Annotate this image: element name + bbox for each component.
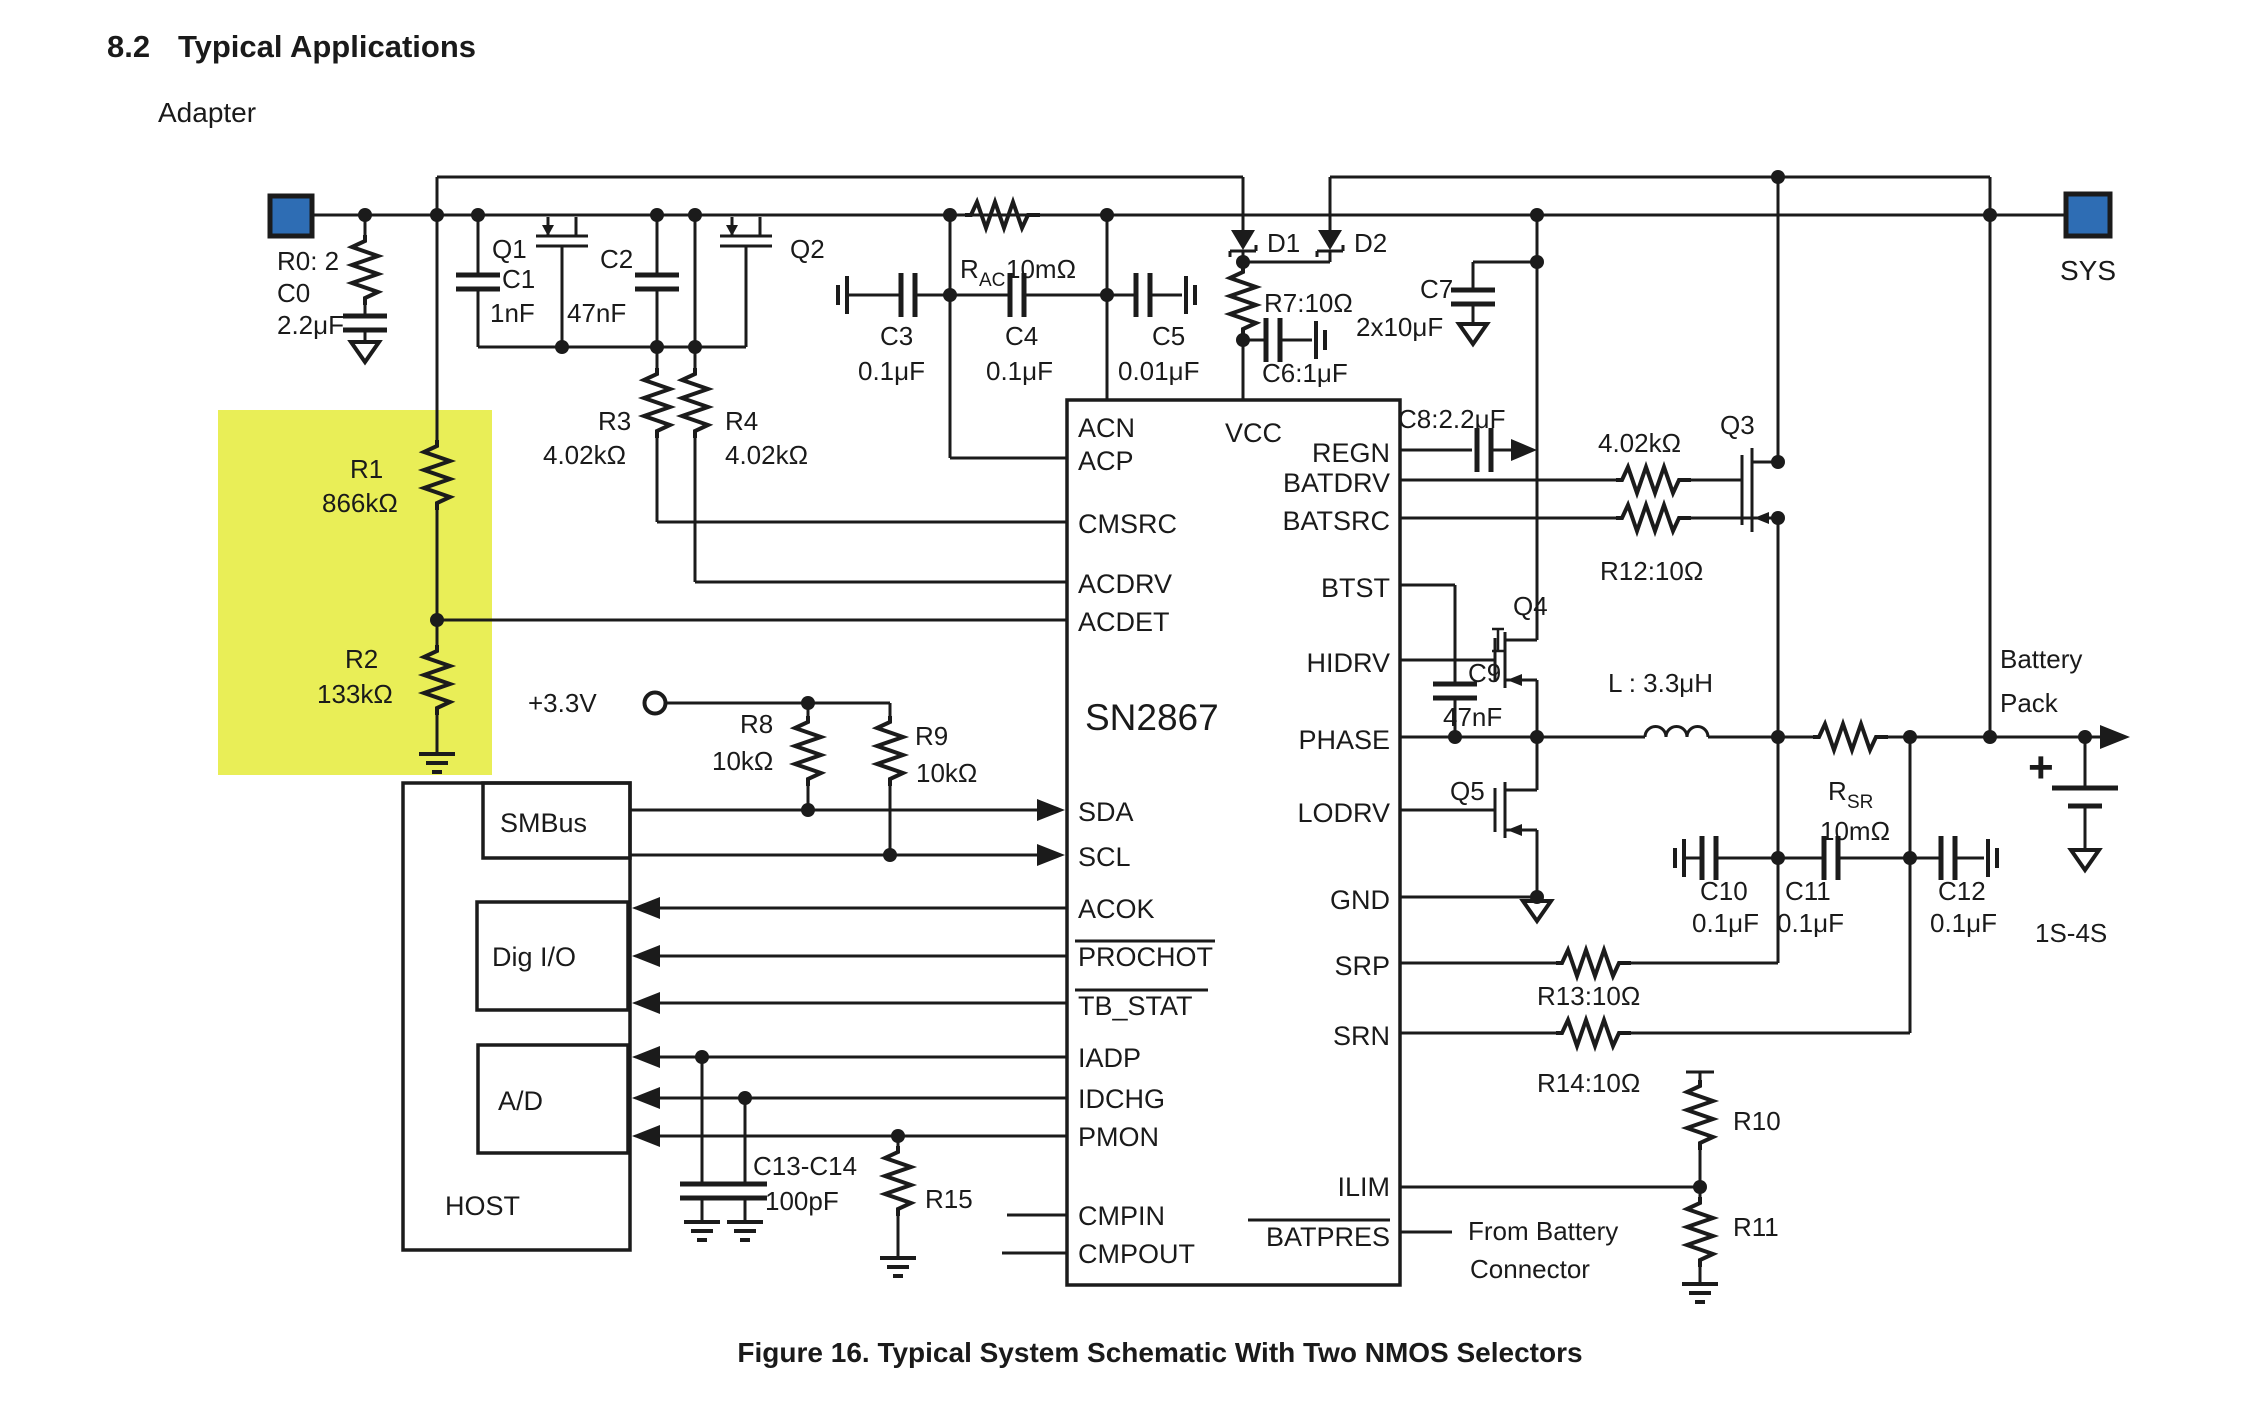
pin-cmpout: CMPOUT [1078,1239,1195,1269]
pin-gnd: GND [1330,885,1390,915]
pin-acn: ACN [1078,413,1136,443]
r1-label: R1 [350,454,384,484]
transistor-q4 [1495,632,1537,688]
r14-label: R14:10Ω [1537,1068,1641,1098]
rsr-value: 10mΩ [1820,816,1891,846]
l-label: L : 3.3μH [1608,668,1714,698]
pin-lodrv: LODRV [1297,798,1390,828]
c7-label: C7 [1420,274,1454,304]
pin-sda: SDA [1078,797,1134,827]
pin-cmsrc: CMSRC [1078,509,1177,539]
battery-label-2: Pack [2000,688,2058,718]
pin-acdrv: ACDRV [1078,569,1173,599]
pin-acp: ACP [1078,446,1134,476]
r10-label: R10 [1733,1106,1781,1136]
battery-label-1: Battery [2000,644,2083,674]
c3-label: C3 [880,321,914,351]
r1-value: 866kΩ [322,488,398,518]
c12-label: C12 [1938,876,1986,906]
pin-ilim: ILIM [1337,1172,1390,1202]
r2-value: 133kΩ [317,679,393,709]
v33-terminal [645,693,666,714]
q3r-value: 4.02kΩ [1598,428,1682,458]
rsr-sub: SR [1847,792,1874,813]
transistor-q1 [536,217,588,267]
from-battery-1: From Battery [1468,1216,1619,1246]
pmon-arrow-icon [632,1125,660,1147]
pin-phase: PHASE [1298,725,1390,755]
adapter-label: Adapter [158,97,257,128]
battery-plus: + [2028,743,2054,792]
pin-pmon: PMON [1078,1122,1159,1152]
v33-label: +3.3V [528,688,597,718]
c0-label: C0 [277,278,311,308]
r3-value: 4.02kΩ [543,440,627,470]
r0-label: R0: 2 [277,246,340,276]
rac-value: 10mΩ [1006,254,1077,284]
from-battery-2: Connector [1470,1254,1590,1284]
pin-scl: SCL [1078,842,1131,872]
c11-label: C11 [1785,876,1831,906]
battery-pack-arrow-icon [2100,725,2130,749]
c13-c14-value: 100pF [765,1186,839,1216]
pin-srp: SRP [1334,951,1390,981]
pin-acok: ACOK [1078,894,1155,924]
c3-value: 0.1μF [858,356,926,386]
c12-value: 0.1μF [1930,908,1998,938]
rac-sub: AC [979,270,1006,291]
section-number: 8.2 [107,29,151,64]
pin-acdet: ACDET [1078,607,1170,637]
r3-label: R3 [598,406,632,436]
q5-label: Q5 [1450,776,1485,806]
sda-arrow-icon [1037,799,1065,821]
r15-label: R15 [925,1184,973,1214]
pin-srn: SRN [1332,1021,1390,1051]
c4-label: C4 [1005,321,1039,351]
c10-value: 0.1μF [1692,908,1760,938]
c9-label: C9 [1468,658,1502,688]
acok-arrow-icon [632,897,660,919]
c6-label: C6:1μF [1262,358,1348,388]
c2-label: C2 [600,244,634,274]
pin-hidrv: HIDRV [1306,648,1390,678]
r2-label: R2 [345,644,379,674]
c0-value: 2.2μF [277,310,345,340]
c11-value: 0.1μF [1777,908,1845,938]
ic-left-pin-labels [1075,413,1215,1269]
adapter-connector [270,196,312,236]
c1-value: 1nF [490,298,535,328]
battery-cells: 1S-4S [2035,918,2108,948]
host-body [403,783,630,1250]
pin-batsrc: BATSRC [1282,506,1390,536]
r11-label: R11 [1733,1212,1779,1242]
r8-value: 10kΩ [712,746,774,776]
q3-label: Q3 [1720,410,1755,440]
tbstat-arrow-icon [632,992,660,1014]
pin-cmpin: CMPIN [1078,1201,1165,1231]
rac-label: R [960,254,979,284]
r7-label: R7:10Ω [1264,288,1353,318]
pin-vcc: VCC [1224,418,1282,448]
r4-label: R4 [725,406,759,436]
rsr-label: R [1828,776,1847,806]
pin-prochot: PROCHOT [1078,942,1213,972]
idchg-arrow-icon [632,1087,660,1109]
q1-label: Q1 [492,234,527,264]
transistor-q2 [720,217,772,267]
r13-label: R13:10Ω [1537,981,1641,1011]
c8-arrow-icon [1511,439,1537,461]
d1-label: D1 [1267,228,1301,258]
pin-iadp: IADP [1078,1043,1142,1073]
iadp-arrow-icon [632,1046,660,1068]
pin-batpres: BATPRES [1265,1222,1390,1252]
c4-value: 0.1μF [986,356,1054,386]
sys-connector [2066,194,2110,236]
pin-batdrv: BATDRV [1282,468,1390,498]
r9-label: R9 [915,721,949,751]
c1-label: C1 [502,264,536,294]
c2-value: 47nF [567,298,627,328]
section-title: Typical Applications [178,29,476,64]
host-block [403,783,630,1250]
d2-label: D2 [1354,228,1388,258]
pin-tbstat: TB_STAT [1078,991,1193,1021]
c5-value: 0.01μF [1118,356,1200,386]
c9-value: 47nF [1443,702,1503,732]
c7-value: 2x10μF [1356,312,1444,342]
r8-label: R8 [740,709,774,739]
smbus-label: SMBus [500,808,588,838]
c5-label: C5 [1152,321,1186,351]
pin-regn: REGN [1311,438,1390,468]
q2-label: Q2 [790,234,825,264]
digio-label: Dig I/O [492,942,577,972]
c8-label: C8:2.2μF [1398,404,1506,434]
c13-c14-label: C13-C14 [753,1151,858,1181]
ad-label: A/D [498,1086,544,1116]
r4-value: 4.02kΩ [725,440,809,470]
scl-arrow-icon [1037,844,1065,866]
r12-label: R12:10Ω [1600,556,1704,586]
sys-label: SYS [2060,255,2117,286]
c10-label: C10 [1700,876,1748,906]
pin-idchg: IDCHG [1078,1084,1165,1114]
ic-name: SN2867 [1085,697,1219,738]
transistor-q5 [1495,782,1537,838]
figure-caption: Figure 16. Typical System Schematic With Two NMOS Selectors [737,1337,1583,1368]
prochot-arrow-icon [632,945,660,967]
host-label: HOST [445,1191,521,1221]
q4-label: Q4 [1513,591,1548,621]
inductor-l [1645,727,1708,738]
ic-right-pin-labels [1248,438,1390,1252]
r9-value: 10kΩ [916,758,978,788]
pin-btst: BTST [1320,573,1390,603]
